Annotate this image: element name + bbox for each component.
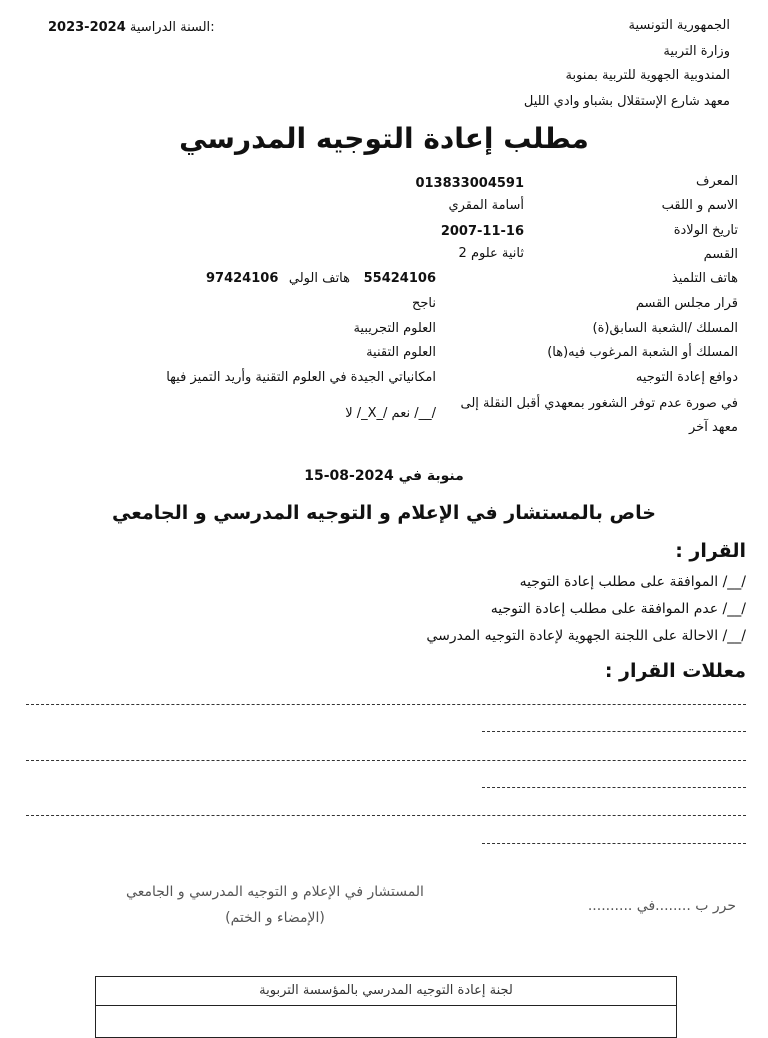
transfer-label-line2: معهد آخر bbox=[688, 420, 738, 435]
dob-value: 2007-11-16 bbox=[440, 224, 524, 239]
school-year bbox=[48, 20, 215, 35]
motive-value: امكانياتي الجيدة في العلوم التقنية وأريد التميز فيها bbox=[166, 370, 436, 385]
prev-track-label: المسلك /الشعبة السابق(ة) bbox=[592, 321, 738, 336]
header-institute: معهد شارع الإستقلال بشباو وادي الليل bbox=[523, 94, 730, 109]
sign-stamp-note: (الإمضاء و الختم) bbox=[225, 910, 325, 926]
page-title: مطلب إعادة التوجيه المدرسي bbox=[179, 122, 589, 155]
id-label: المعرف bbox=[695, 174, 738, 189]
justification-line[interactable] bbox=[482, 731, 746, 732]
counselor-title: المستشار في الإعلام و التوجيه المدرسي و الجامعي bbox=[126, 884, 424, 900]
justification-line[interactable] bbox=[26, 760, 746, 761]
written-at: حرر ب ........في .......... bbox=[587, 898, 736, 914]
school-year-label: السنة الدراسية: bbox=[129, 20, 215, 35]
justifications-heading: معللات القرار : bbox=[604, 660, 746, 682]
header-commissariat: المندوبية الجهوية للتربية بمنوبة bbox=[565, 68, 730, 83]
decision-option-approve[interactable]: /__/ الموافقة على مطلب إعادة التوجيه bbox=[519, 574, 746, 590]
committee-box-title: لجنة إعادة التوجيه المدرسي بالمؤسسة التربوية bbox=[96, 977, 676, 1006]
justification-line[interactable] bbox=[26, 815, 746, 816]
date-line: منوبة في 2024-08-15 bbox=[304, 468, 464, 484]
desired-track-label: المسلك أو الشعبة المرغوب فيه(ها) bbox=[547, 345, 738, 360]
id-value: 013833004591 bbox=[415, 176, 524, 191]
counselor-heading: خاص بالمستشار في الإعلام و التوجيه المدرسي و الجامعي bbox=[112, 502, 656, 524]
decision-heading: القرار : bbox=[675, 540, 746, 562]
header-republic: الجمهورية التونسية bbox=[628, 18, 730, 33]
dob-label: تاريخ الولادة bbox=[673, 223, 738, 238]
desired-track-value: العلوم التقنية bbox=[366, 345, 436, 360]
council-label: قرار مجلس القسم bbox=[635, 296, 738, 311]
school-year-value: 2023-2024 bbox=[48, 20, 126, 35]
transfer-choice: /__/ نعم /_X_/ لا bbox=[345, 406, 436, 421]
justification-line[interactable] bbox=[26, 704, 746, 705]
motive-label: دوافع إعادة التوجيه bbox=[635, 370, 738, 385]
committee-box bbox=[95, 976, 677, 1038]
name-label: الاسم و اللقب bbox=[661, 198, 738, 213]
phone-value: 55424106 bbox=[363, 271, 436, 286]
header-ministry: وزارة التربية bbox=[663, 44, 730, 59]
name-value: أسامة المقري bbox=[448, 198, 524, 213]
decision-option-reject[interactable]: /__/ عدم الموافقة على مطلب إعادة التوجيه bbox=[490, 601, 746, 617]
justification-line[interactable] bbox=[482, 787, 746, 788]
phone-label: هاتف التلميذ bbox=[671, 271, 738, 286]
transfer-label-line1: في صورة عدم توفر الشغور بمعهدي أقبل النقلة إلى bbox=[460, 396, 738, 411]
parent-phone-label: هاتف الولي bbox=[288, 271, 350, 286]
council-value: ناجح bbox=[411, 296, 436, 311]
justification-line[interactable] bbox=[482, 843, 746, 844]
parent-phone-value: 97424106 bbox=[206, 271, 279, 286]
decision-option-refer[interactable]: /__/ الاحالة على اللجنة الجهوية لإعادة التوجيه المدرسي bbox=[426, 628, 746, 644]
prev-track-value: العلوم التجريبية bbox=[353, 321, 436, 336]
class-value: ثانية علوم 2 bbox=[458, 246, 524, 261]
class-label: القسم bbox=[703, 247, 738, 262]
